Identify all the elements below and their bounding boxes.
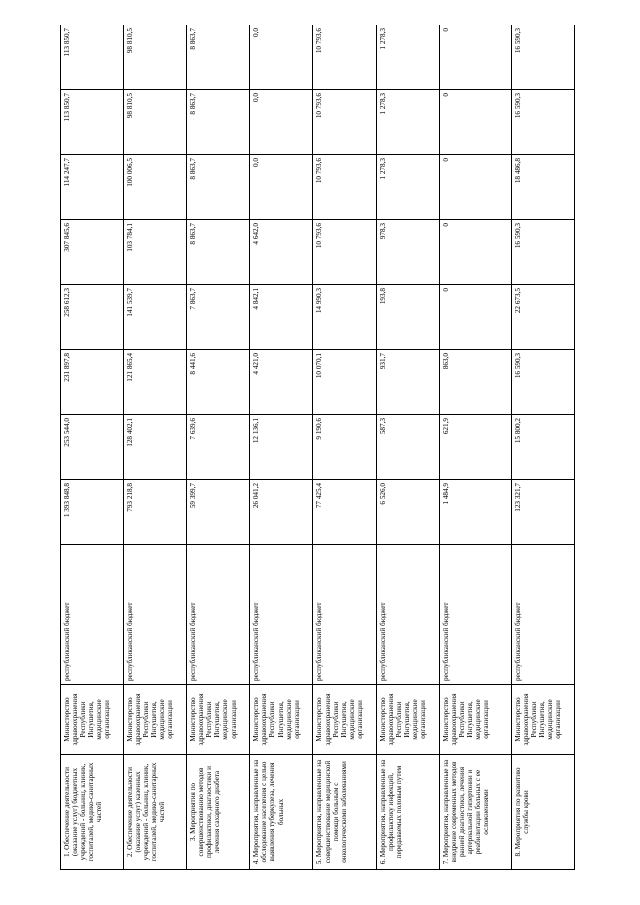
responsible-org-cell: Министерство здравоохранения Республики Ингушетия, медицинские организации bbox=[61, 685, 124, 755]
amount-cell: 621,9 bbox=[439, 415, 511, 480]
amount-cell: 121 865,4 bbox=[124, 350, 187, 415]
amount-cell: 1 278,3 bbox=[376, 25, 439, 90]
table-row bbox=[124, 25, 187, 870]
amount-cell: 128 402,1 bbox=[124, 415, 187, 480]
funding-source-cell: республиканский бюджет bbox=[187, 545, 250, 685]
table-row bbox=[376, 25, 439, 870]
amount-cell: 4 642,0 bbox=[250, 220, 313, 285]
amount-cell: 0 bbox=[439, 285, 511, 350]
amount-cell: 141 539,7 bbox=[124, 285, 187, 350]
funding-source-cell: республиканский бюджет bbox=[439, 545, 511, 685]
amount-cell: 18 486,8 bbox=[511, 155, 574, 220]
amount-cell: 6 526,0 bbox=[376, 480, 439, 545]
event-name-cell: 4. Мероприятия, направленные на обследование населения с целью выявления туберкулеза, лечения больных bbox=[250, 755, 313, 870]
amount-cell: 8 863,7 bbox=[187, 220, 250, 285]
funding-source-cell: республиканский бюджет bbox=[250, 545, 313, 685]
amount-cell: 0 bbox=[439, 220, 511, 285]
funding-source-cell: республиканский бюджет bbox=[511, 545, 574, 685]
responsible-org-cell: Министерство здравоохранения Республики Ингушетия, медицинские организации bbox=[250, 685, 313, 755]
table-row bbox=[511, 25, 574, 870]
amount-cell: 22 673,5 bbox=[511, 285, 574, 350]
amount-cell: 1 278,3 bbox=[376, 155, 439, 220]
amount-cell: 931,7 bbox=[376, 350, 439, 415]
rotated-page bbox=[60, 25, 575, 870]
amount-cell: 10 793,6 bbox=[313, 155, 376, 220]
funding-source-cell: республиканский бюджет bbox=[61, 545, 124, 685]
amount-cell: 978,3 bbox=[376, 220, 439, 285]
funding-source-cell: республиканский бюджет bbox=[376, 545, 439, 685]
amount-cell: 77 425,4 bbox=[313, 480, 376, 545]
amount-cell: 0 bbox=[439, 90, 511, 155]
amount-cell: 10 070,1 bbox=[313, 350, 376, 415]
table-body bbox=[61, 25, 575, 870]
amount-cell: 100 006,5 bbox=[124, 155, 187, 220]
responsible-org-cell: Министерство здравоохранения Республики Ингушетия, медицинские организации bbox=[313, 685, 376, 755]
amount-cell: 231 897,8 bbox=[61, 350, 124, 415]
amount-cell: 863,0 bbox=[439, 350, 511, 415]
responsible-org-cell: Министерство здравоохранения Республики Ингушетия, медицинские организации bbox=[187, 685, 250, 755]
amount-cell: 7 863,7 bbox=[187, 285, 250, 350]
table-row bbox=[439, 25, 511, 870]
amount-cell: 4 842,1 bbox=[250, 285, 313, 350]
amount-cell: 98 810,5 bbox=[124, 90, 187, 155]
event-name-cell: 1. Обеспечение деятельности (оказание услуг) бюджетных учреждений - больниц, клиник, госпиталей, медико-санитарных частей bbox=[61, 755, 124, 870]
amount-cell: 1 393 848,8 bbox=[61, 480, 124, 545]
amount-cell: 16 590,3 bbox=[511, 25, 574, 90]
amount-cell: 0,0 bbox=[250, 155, 313, 220]
table-row bbox=[313, 25, 376, 870]
amount-cell: 587,3 bbox=[376, 415, 439, 480]
amount-cell: 10 793,6 bbox=[313, 220, 376, 285]
amount-cell: 4 421,0 bbox=[250, 350, 313, 415]
event-name-cell: 7. Мероприятия, направленные на внедрение современных методов ранней диагностики, лечения артериальной гипертонии и реабилитации больных с ее осложнениями bbox=[439, 755, 511, 870]
amount-cell: 793 218,8 bbox=[124, 480, 187, 545]
amount-cell: 9 190,6 bbox=[313, 415, 376, 480]
amount-cell: 0,0 bbox=[250, 90, 313, 155]
amount-cell: 193,8 bbox=[376, 285, 439, 350]
amount-cell: 0 bbox=[439, 25, 511, 90]
amount-cell: 113 850,7 bbox=[61, 25, 124, 90]
amount-cell: 258 612,3 bbox=[61, 285, 124, 350]
table-row bbox=[61, 25, 124, 870]
event-name-cell: 8. Мероприятия по развитию службы крови bbox=[511, 755, 574, 870]
amount-cell: 1 278,3 bbox=[376, 90, 439, 155]
amount-cell: 16 590,3 bbox=[511, 90, 574, 155]
amount-cell: 113 850,7 bbox=[61, 90, 124, 155]
event-name-cell: 2. Обеспечение деятельности (оказание услуг) казенных учреждений - больниц, клиник, госпиталей, медико-санитарных частей bbox=[124, 755, 187, 870]
amount-cell: 0 bbox=[439, 155, 511, 220]
amount-cell: 14 990,3 bbox=[313, 285, 376, 350]
responsible-org-cell: Министерство здравоохранения Республики Ингушетия, медицинские организации bbox=[124, 685, 187, 755]
amount-cell: 8 863,7 bbox=[187, 90, 250, 155]
amount-cell: 7 639,6 bbox=[187, 415, 250, 480]
funding-source-cell: республиканский бюджет bbox=[313, 545, 376, 685]
event-name-cell: 3. Мероприятия по совершенствованию методов профилактики, диагностики и лечения сахарного диабета bbox=[187, 755, 250, 870]
table-row bbox=[187, 25, 250, 870]
amount-cell: 307 845,6 bbox=[61, 220, 124, 285]
amount-cell: 114 247,7 bbox=[61, 155, 124, 220]
amount-cell: 10 793,6 bbox=[313, 90, 376, 155]
amount-cell: 59 399,7 bbox=[187, 480, 250, 545]
amount-cell: 8 863,7 bbox=[187, 155, 250, 220]
event-name-cell: 5. Мероприятия, направленные на совершенствование медицинской помощи больным с онкологическими заболеваниями bbox=[313, 755, 376, 870]
amount-cell: 12 136,1 bbox=[250, 415, 313, 480]
funding-source-cell: республиканский бюджет bbox=[124, 545, 187, 685]
amount-cell: 8 863,7 bbox=[187, 25, 250, 90]
amount-cell: 0,0 bbox=[250, 25, 313, 90]
amount-cell: 1 484,9 bbox=[439, 480, 511, 545]
amount-cell: 15 800,2 bbox=[511, 415, 574, 480]
amount-cell: 26 041,2 bbox=[250, 480, 313, 545]
responsible-org-cell: Министерство здравоохранения Республики Ингушетия, медицинские организации bbox=[511, 685, 574, 755]
amount-cell: 10 793,6 bbox=[313, 25, 376, 90]
amount-cell: 103 784,1 bbox=[124, 220, 187, 285]
responsible-org-cell: Министерство здравоохранения Республики Ингушетия, медицинские организации bbox=[376, 685, 439, 755]
amount-cell: 253 544,0 bbox=[61, 415, 124, 480]
table-row bbox=[250, 25, 313, 870]
amount-cell: 16 590,3 bbox=[511, 350, 574, 415]
responsible-org-cell: Министерство здравоохранения Республики Ингушетия, медицинские организации bbox=[439, 685, 511, 755]
amount-cell: 98 810,5 bbox=[124, 25, 187, 90]
amount-cell: 123 321,7 bbox=[511, 480, 574, 545]
budget-table bbox=[60, 25, 575, 870]
amount-cell: 16 590,3 bbox=[511, 220, 574, 285]
event-name-cell: 6. Мероприятия, направленные на профилактику инфекций, передаваемых половым путем bbox=[376, 755, 439, 870]
amount-cell: 8 441,6 bbox=[187, 350, 250, 415]
